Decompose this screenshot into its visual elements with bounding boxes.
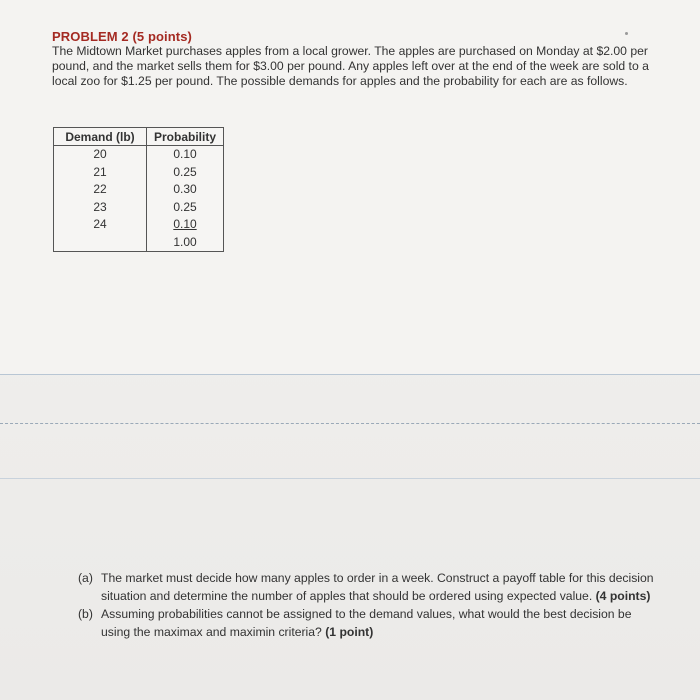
table-row [54,181,224,199]
problem-title-text: PROBLEM 2 [52,29,129,44]
table-header-row [54,128,224,146]
question-body: Assuming probabilities cannot be assigned to the demand values, what would the best decision be using the maximax and maximin criteria? [101,607,632,639]
question-points: (4 points) [595,589,651,603]
section-divider-dashed [0,423,700,424]
demand-cell: 24 [54,216,147,234]
question-label: (a) [78,571,93,585]
total-label-cell [54,234,147,252]
table-row [54,199,224,217]
demand-cell: 22 [54,181,147,199]
probability-cell: 0.25 [173,199,197,214]
problem-title [52,29,192,44]
table-row [54,216,224,234]
demand-column-header: Demand (lb) [54,128,147,146]
question-a [78,569,658,605]
section-divider-top [0,374,700,375]
table-row [54,146,224,164]
demand-cell: 21 [54,164,147,182]
question-text [101,569,658,605]
question-label: (b) [78,607,93,621]
speck-mark [625,32,628,35]
problem-points: (5 points) [132,29,192,44]
question-points: (1 point) [325,625,374,639]
probability-cell: 0.30 [173,182,197,196]
table-row [54,164,224,182]
probability-cell: 0.10 [173,147,197,161]
probability-column-header: Probability [147,128,224,146]
questions-list [78,569,658,641]
demand-cell: 23 [54,199,147,217]
question-text [101,605,658,641]
table-total-row [54,234,224,252]
demand-probability-table [53,127,224,252]
probability-value-underlined: 0.10 [173,217,197,231]
section-divider-bottom [0,478,700,479]
question-b [78,605,658,641]
problem-body: The Midtown Market purchases apples from a local grower. The apples are purchased on Monday at $2.00 per pound, and the market sells them for $3.00 per pound. Any apples left over at the end of the week are sold to a local zoo for $1.25 per pound. The possible demands for apples and the probability for each are as follows. [52,44,649,89]
probability-cell [147,216,224,234]
probability-total-cell: 1.00 [173,234,197,249]
question-body: The market must decide how many apples to order in a week. Construct a payoff table for this decision situation and determine the number of apples that should be ordered using expected value. [101,571,654,603]
demand-cell: 20 [54,146,147,164]
probability-cell: 0.25 [173,164,197,179]
